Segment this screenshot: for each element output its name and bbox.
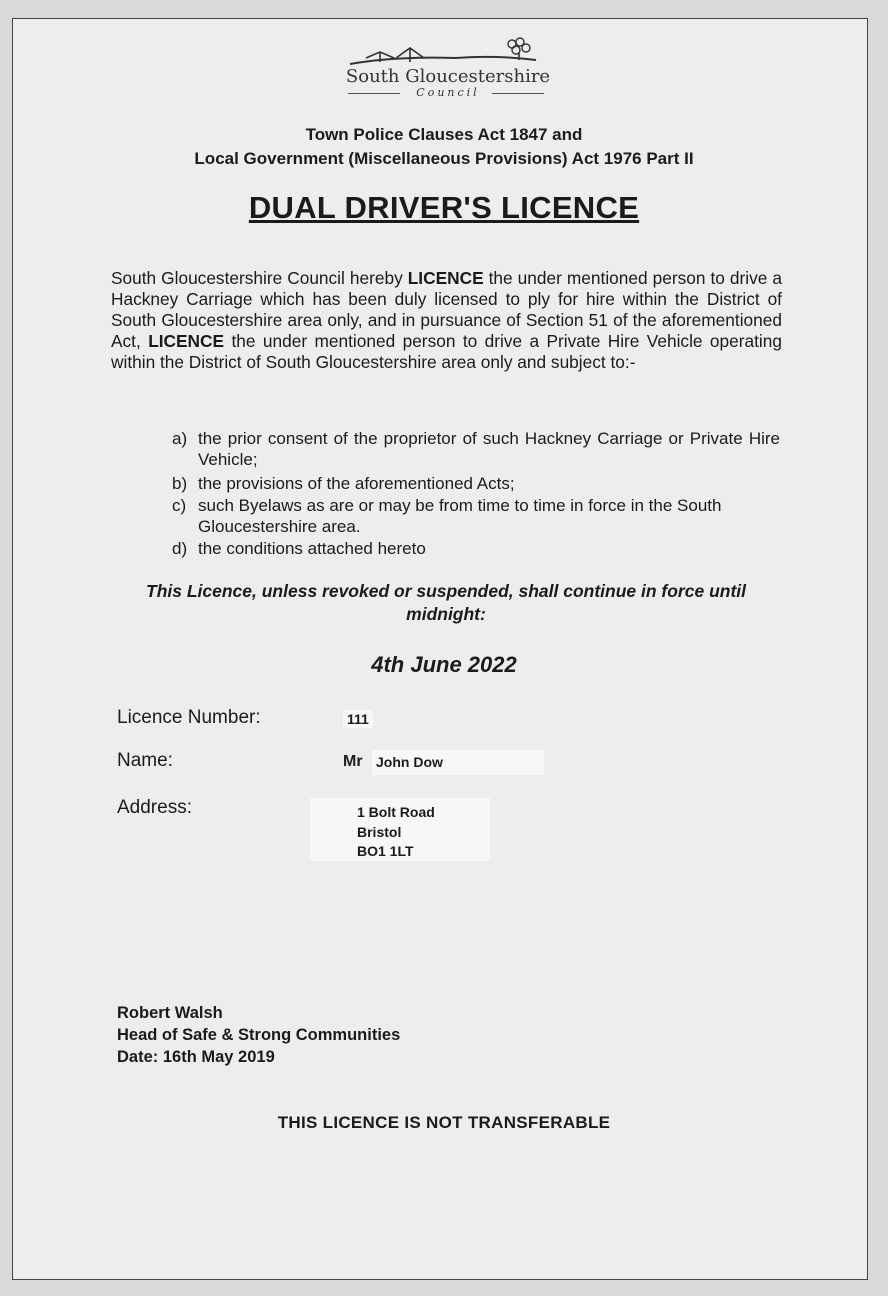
act-line-1: Town Police Clauses Act 1847 and (305, 125, 583, 144)
condition-text: such Byelaws as are or may be from time to time in force in the South Gloucestershire area. (198, 496, 722, 536)
licence-number-value: 111 (343, 710, 373, 728)
transferability-notice: THIS LICENCE IS NOT TRANSFERABLE (277, 1113, 611, 1132)
condition-item (172, 538, 780, 559)
expiry-date: 4th June 2022 (371, 652, 517, 677)
licence-emphasis: LICENCE (407, 268, 484, 288)
condition-text: the conditions attached hereto (198, 539, 426, 558)
signatory-role: Head of Safe & Strong Communities (117, 1026, 401, 1044)
name-title: Mr (343, 753, 363, 770)
condition-letter: a) (172, 429, 188, 448)
condition-item (172, 495, 780, 537)
bridge-and-tree-icon (336, 36, 560, 70)
condition-item (172, 428, 780, 470)
condition-text: the prior consent of the proprietor of such Hackney Carriage or Private Hire Vehicle; (198, 429, 780, 469)
condition-letter: d) (172, 539, 188, 558)
divider (492, 93, 544, 94)
condition-letter: b) (172, 474, 188, 493)
licence-number-label: Licence Number: (117, 707, 261, 728)
council-name: South Gloucestershire (345, 66, 551, 87)
condition-text: the provisions of the aforementioned Acts; (198, 474, 515, 493)
issue-date: Date: 16th May 2019 (117, 1048, 275, 1066)
address-label: Address: (117, 797, 192, 818)
licence-paragraph: South Gloucestershire Council hereby LICENCE the under mentioned person to drive a Hackney Carriage which has been duly licensed to ply for hire within the District of South Gloucestershire area only, and in pursuance of Section 51 of the aforementioned Act, LICENCE the under mentioned person to drive a Private Hire Vehicle operating within the District of South Gloucestershire area only and subject to:- (111, 268, 783, 372)
signatory-name: Robert Walsh (117, 1004, 223, 1022)
address-line: Bristol (357, 823, 402, 840)
condition-letter: c) (172, 496, 187, 515)
council-logo (336, 36, 560, 102)
validity-statement: This Licence, unless revoked or suspended, shall continue in force until midnight: (146, 581, 746, 624)
condition-item (172, 473, 780, 494)
act-line-2: Local Government (Miscellaneous Provisions) Act 1976 Part II (194, 149, 694, 168)
name-value: John Dow (372, 750, 544, 775)
address-value (310, 798, 490, 861)
name-label: Name: (117, 750, 173, 771)
address-line: BO1 1LT (357, 843, 414, 859)
address-line: 1 Bolt Road (357, 804, 435, 820)
licence-emphasis: LICENCE (148, 331, 225, 351)
document-title: DUAL DRIVER'S LICENCE (248, 190, 640, 225)
council-subtitle: Council (416, 86, 480, 99)
